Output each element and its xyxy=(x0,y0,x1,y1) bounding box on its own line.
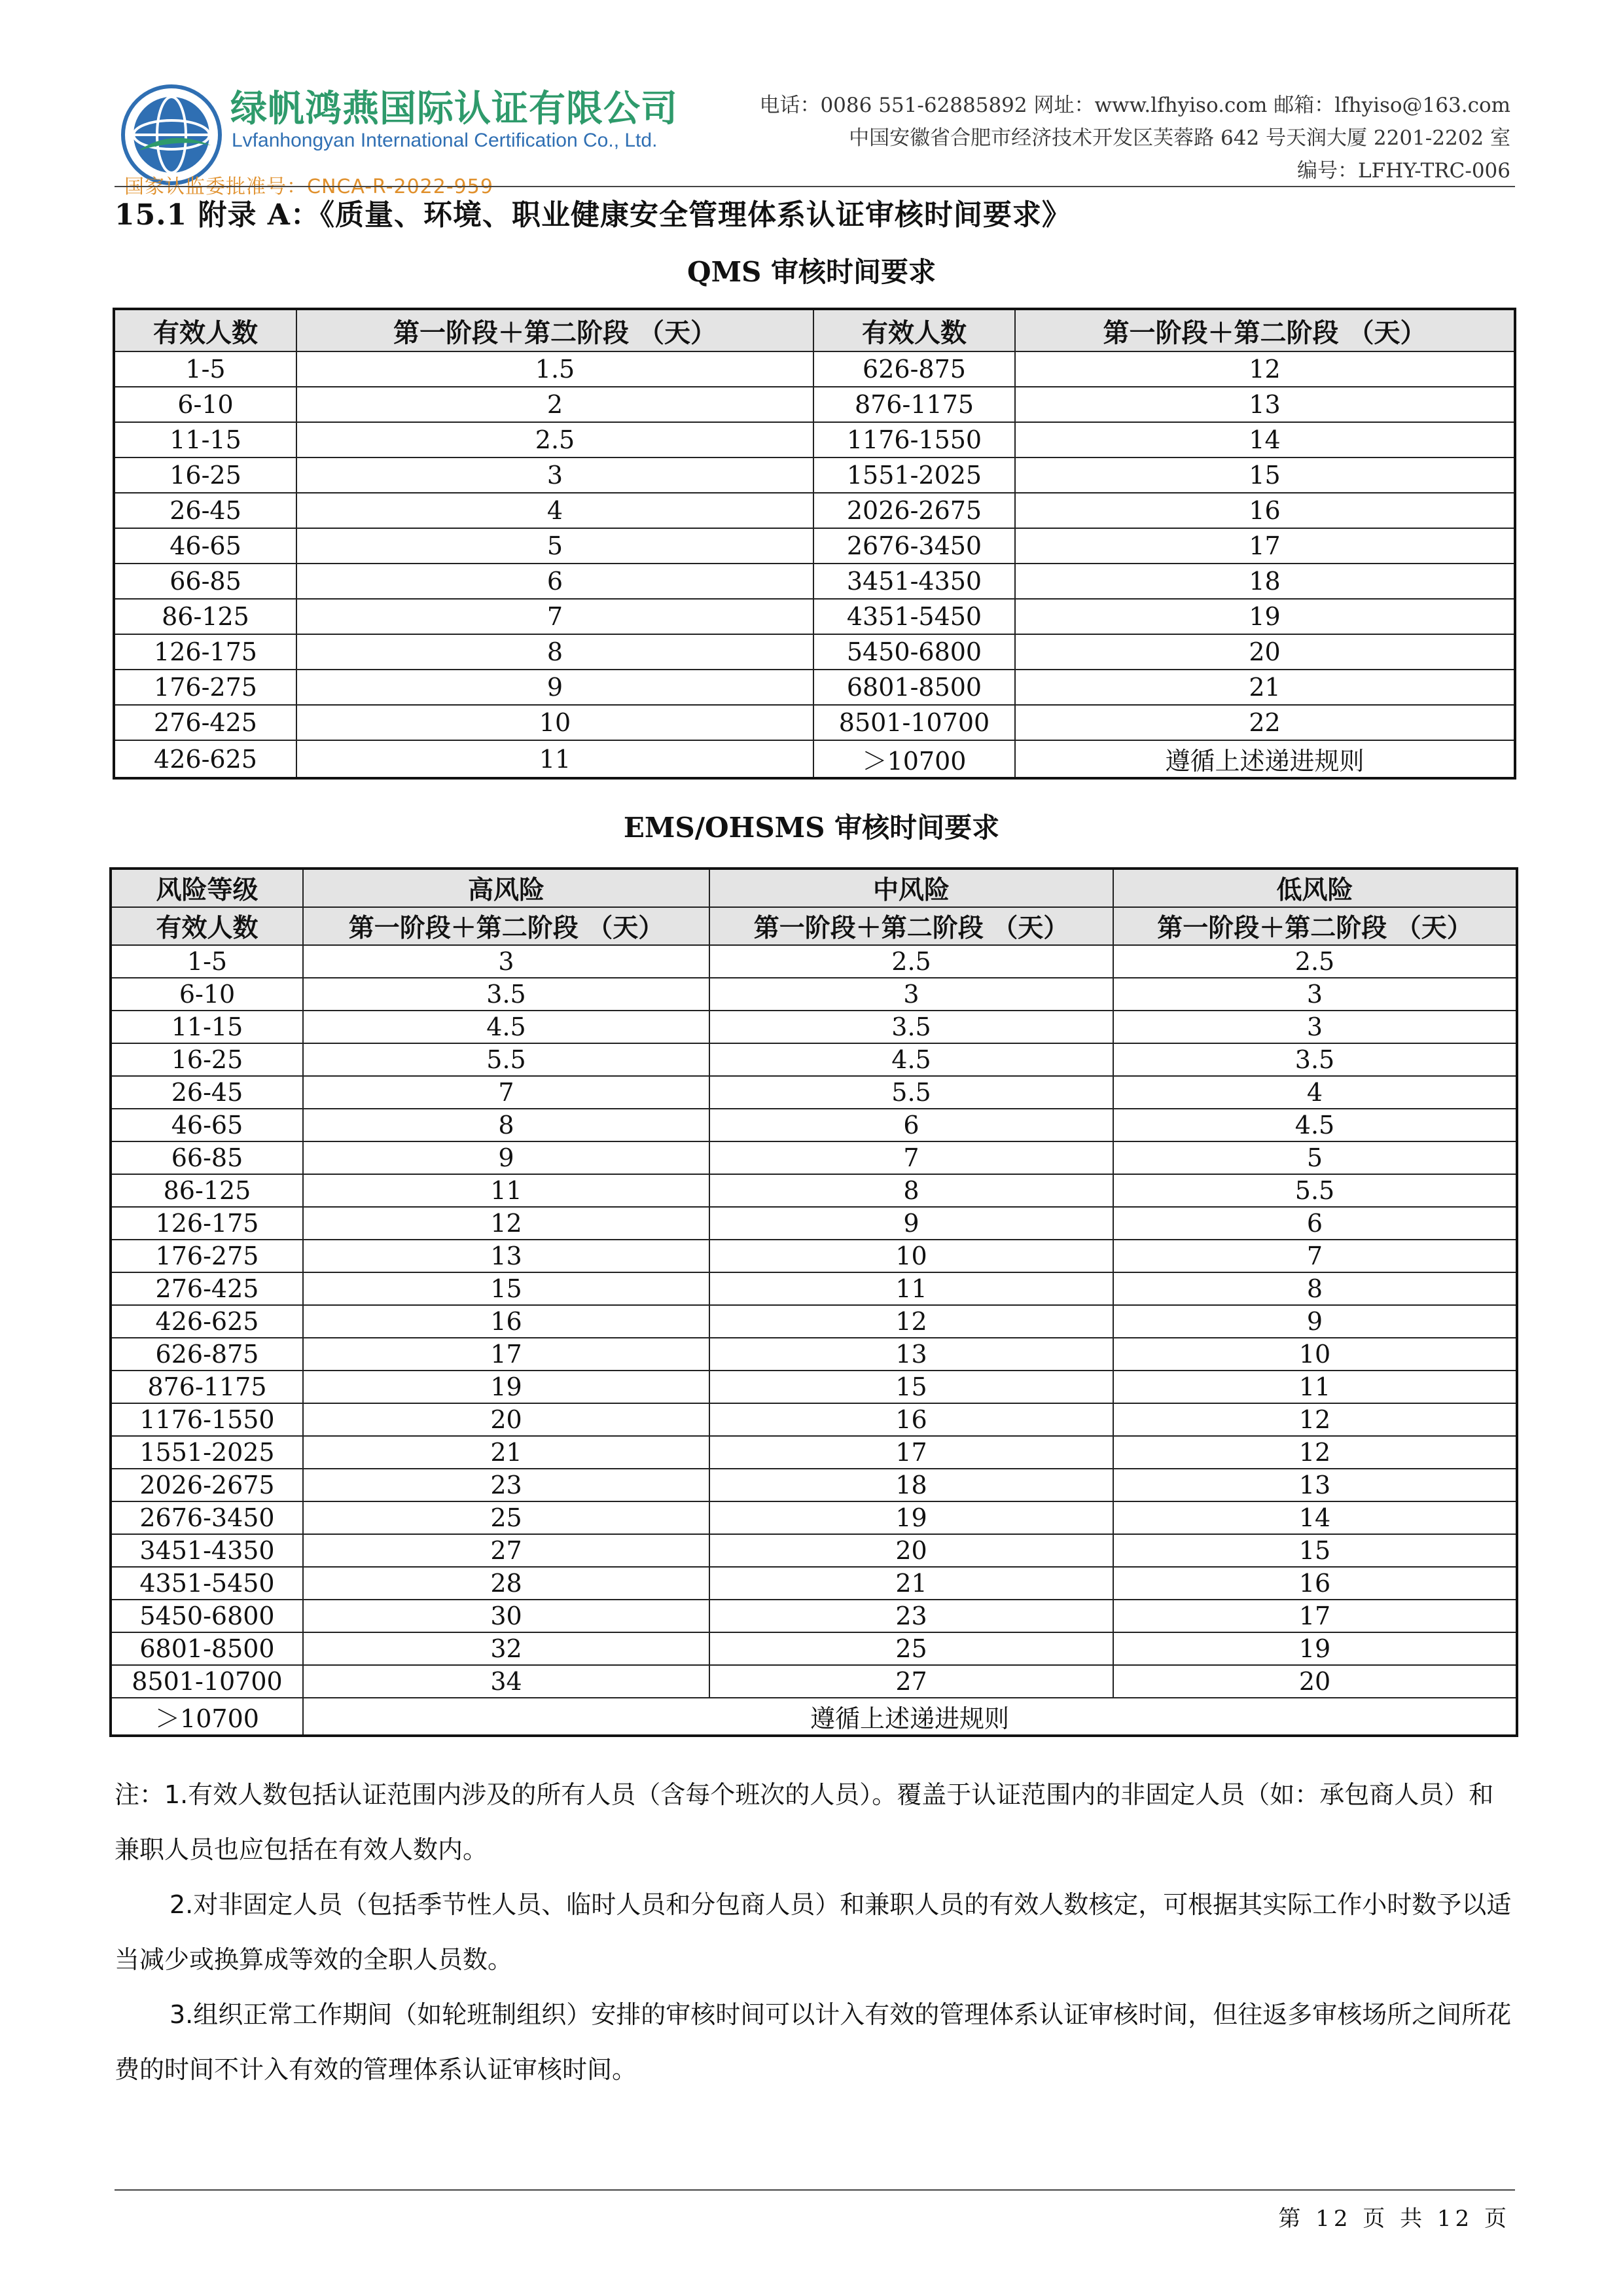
table-cell: 1176-1550 xyxy=(813,422,1015,457)
table-cell: 26-45 xyxy=(114,493,296,528)
table-cell: 27 xyxy=(303,1534,709,1567)
table-cell: 32 xyxy=(303,1632,709,1665)
table-cell: 8 xyxy=(1113,1272,1517,1305)
table-cell: 8 xyxy=(709,1174,1113,1207)
table-row xyxy=(111,978,1517,1011)
table-cell: 3.5 xyxy=(709,1011,1113,1043)
table-cell: 12 xyxy=(1015,351,1515,387)
table-cell: 19 xyxy=(1015,599,1515,634)
table-cell: 11 xyxy=(709,1272,1113,1305)
page-number: 第 12 页 共 12 页 xyxy=(1278,2206,1510,2232)
table-cell: 1-5 xyxy=(114,351,296,387)
contact-line: 电话：0086 551-62885892 网址：www.lfhyiso.com 邮箱：lfhyiso@163.com xyxy=(759,94,1510,117)
ems-header-cell: 有效人数 xyxy=(111,907,303,945)
ems-header-cell: 风险等级 xyxy=(111,869,303,907)
table-row xyxy=(111,1665,1517,1698)
table-cell: 26-45 xyxy=(111,1076,303,1109)
note-3: 3.组织正常工作期间（如轮班制组织）安排的审核时间可以计入有效的管理体系认证审核时间，但往返多审核场所之间所花费的时间不计入有效的管理体系认证审核时间。 xyxy=(115,2000,1512,2084)
table-row xyxy=(111,1469,1517,1501)
table-cell: 2676-3450 xyxy=(813,528,1015,564)
table-cell: 14 xyxy=(1113,1501,1517,1534)
table-cell: 2026-2675 xyxy=(813,493,1015,528)
table-cell: 18 xyxy=(1015,564,1515,599)
table-cell: 11 xyxy=(303,1174,709,1207)
table-cell: 876-1175 xyxy=(813,387,1015,422)
header-divider xyxy=(115,186,1515,187)
table-cell: 16 xyxy=(1113,1567,1517,1600)
ems-header-cell: 低风险 xyxy=(1113,869,1517,907)
table-row xyxy=(114,457,1515,493)
table-cell: 17 xyxy=(1113,1600,1517,1632)
table-cell: 3451-4350 xyxy=(813,564,1015,599)
table-cell: 1551-2025 xyxy=(813,457,1015,493)
table-row xyxy=(111,1501,1517,1534)
table-cell: 12 xyxy=(709,1305,1113,1338)
table-cell: 86-125 xyxy=(114,599,296,634)
table-cell: 626-875 xyxy=(813,351,1015,387)
ems-header-cell: 第一阶段＋第二阶段 （天） xyxy=(1113,907,1517,945)
table-row xyxy=(111,1632,1517,1665)
table-cell: 8 xyxy=(303,1109,709,1141)
table-cell: 22 xyxy=(1015,705,1515,740)
table-cell: 4.5 xyxy=(709,1043,1113,1076)
table-cell: 13 xyxy=(303,1240,709,1272)
table-cell: 5.5 xyxy=(1113,1174,1517,1207)
table-cell: 16-25 xyxy=(111,1043,303,1076)
ems-header-cell: 第一阶段＋第二阶段 （天） xyxy=(709,907,1113,945)
table-cell: 7 xyxy=(709,1141,1113,1174)
table-cell: 1176-1550 xyxy=(111,1403,303,1436)
table-cell: 19 xyxy=(1113,1632,1517,1665)
ems-risk-header-row xyxy=(111,869,1517,907)
table-cell: 10 xyxy=(709,1240,1113,1272)
table-cell: 2.5 xyxy=(709,945,1113,978)
table-cell: 426-625 xyxy=(114,740,296,778)
table-cell: 126-175 xyxy=(114,634,296,670)
table-cell: 16 xyxy=(303,1305,709,1338)
table-cell: 9 xyxy=(1113,1305,1517,1338)
qms-header-row xyxy=(114,309,1515,351)
table-cell: 6801-8500 xyxy=(111,1632,303,1665)
table-row xyxy=(111,1567,1517,1600)
table-cell: 7 xyxy=(303,1076,709,1109)
table-row xyxy=(114,422,1515,457)
table-cell: 6 xyxy=(709,1109,1113,1141)
table-cell: 16-25 xyxy=(114,457,296,493)
table-cell: 4 xyxy=(1113,1076,1517,1109)
table-cell: ＞10700 xyxy=(111,1698,303,1736)
table-row xyxy=(111,1338,1517,1371)
table-cell: 10 xyxy=(296,705,813,740)
table-cell: 30 xyxy=(303,1600,709,1632)
table-cell: 6-10 xyxy=(111,978,303,1011)
table-cell: 3451-4350 xyxy=(111,1534,303,1567)
table-cell: 9 xyxy=(709,1207,1113,1240)
table-cell: 20 xyxy=(1015,634,1515,670)
table-row xyxy=(114,634,1515,670)
table-cell: 126-175 xyxy=(111,1207,303,1240)
table-row xyxy=(111,1272,1517,1305)
table-cell: 11 xyxy=(296,740,813,778)
table-cell: 4 xyxy=(296,493,813,528)
table-cell: 3 xyxy=(1113,1011,1517,1043)
table-cell: 15 xyxy=(303,1272,709,1305)
table-cell: 11-15 xyxy=(111,1011,303,1043)
table-cell: 5450-6800 xyxy=(111,1600,303,1632)
table-cell: 15 xyxy=(1113,1534,1517,1567)
table-cell: 46-65 xyxy=(114,528,296,564)
table-cell: 20 xyxy=(709,1534,1113,1567)
table-cell: 2 xyxy=(296,387,813,422)
table-cell: 4.5 xyxy=(1113,1109,1517,1141)
table-cell: 9 xyxy=(303,1141,709,1174)
table-cell: 6-10 xyxy=(114,387,296,422)
footer-divider xyxy=(115,2189,1515,2191)
table-row xyxy=(111,1305,1517,1338)
table-cell: 21 xyxy=(1015,670,1515,705)
notes-block xyxy=(115,1767,1515,2097)
section-title: 15.1 附录 A：《质量、环境、职业健康安全管理体系认证审核时间要求》 xyxy=(115,198,1071,232)
table-cell: 19 xyxy=(709,1501,1113,1534)
table-row xyxy=(114,528,1515,564)
table-cell: 20 xyxy=(1113,1665,1517,1698)
table-cell: 27 xyxy=(709,1665,1113,1698)
table-cell: 20 xyxy=(303,1403,709,1436)
table-cell: 5450-6800 xyxy=(813,634,1015,670)
table-row xyxy=(114,705,1515,740)
table-cell: 5.5 xyxy=(709,1076,1113,1109)
table-cell: 66-85 xyxy=(114,564,296,599)
table-cell: 21 xyxy=(709,1567,1113,1600)
table-cell: 19 xyxy=(303,1371,709,1403)
table-row xyxy=(114,670,1515,705)
table-cell: 6801-8500 xyxy=(813,670,1015,705)
table-cell: 25 xyxy=(303,1501,709,1534)
table-cell: 18 xyxy=(709,1469,1113,1501)
ems-stage-header-row xyxy=(111,907,1517,945)
table-cell: 3 xyxy=(296,457,813,493)
table-row xyxy=(111,1043,1517,1076)
table-cell: 5 xyxy=(1113,1141,1517,1174)
table-row xyxy=(111,1371,1517,1403)
table-cell: 6 xyxy=(296,564,813,599)
table-cell: ＞10700 xyxy=(813,740,1015,778)
table-row xyxy=(111,1174,1517,1207)
table-row xyxy=(111,1698,1517,1736)
table-cell: 3 xyxy=(303,945,709,978)
qms-header-cell: 第一阶段＋第二阶段 （天） xyxy=(1015,309,1515,351)
table-cell: 21 xyxy=(303,1436,709,1469)
table-cell: 7 xyxy=(296,599,813,634)
table-cell: 12 xyxy=(303,1207,709,1240)
table-cell: 2676-3450 xyxy=(111,1501,303,1534)
table-row xyxy=(111,1109,1517,1141)
table-cell: 25 xyxy=(709,1632,1113,1665)
qms-table-title: QMS 审核时间要求 xyxy=(687,256,936,288)
table-cell: 13 xyxy=(1015,387,1515,422)
table-cell: 626-875 xyxy=(111,1338,303,1371)
table-cell: 4351-5450 xyxy=(813,599,1015,634)
document-code: 编号：LFHY-TRC-006 xyxy=(1297,159,1510,183)
company-logo xyxy=(119,77,678,208)
table-cell: 2.5 xyxy=(1113,945,1517,978)
table-cell: 12 xyxy=(1113,1403,1517,1436)
table-cell: 7 xyxy=(1113,1240,1517,1272)
table-row xyxy=(114,493,1515,528)
table-cell: 46-65 xyxy=(111,1109,303,1141)
table-cell: 15 xyxy=(709,1371,1113,1403)
note-1: 注：1.有效人数包括认证范围内涉及的所有人员（含每个班次的人员）。覆盖于认证范围内的非固定人员（如：承包商人员）和兼职人员也应包括在有效人数内。 xyxy=(115,1780,1494,1864)
table-cell: 遵循上述递进规则 xyxy=(303,1698,1517,1736)
table-cell: 3 xyxy=(709,978,1113,1011)
table-cell: 15 xyxy=(1015,457,1515,493)
table-cell: 3.5 xyxy=(303,978,709,1011)
table-cell: 16 xyxy=(709,1403,1113,1436)
table-cell: 3 xyxy=(1113,978,1517,1011)
table-row xyxy=(114,564,1515,599)
table-cell: 10 xyxy=(1113,1338,1517,1371)
table-cell: 遵循上述递进规则 xyxy=(1015,740,1515,778)
table-cell: 1-5 xyxy=(111,945,303,978)
table-cell: 426-625 xyxy=(111,1305,303,1338)
table-row xyxy=(114,387,1515,422)
table-cell: 86-125 xyxy=(111,1174,303,1207)
company-name-cn: 绿帆鸿燕国际认证有限公司 xyxy=(230,88,678,130)
table-cell: 8501-10700 xyxy=(111,1665,303,1698)
table-cell: 14 xyxy=(1015,422,1515,457)
qms-header-cell: 有效人数 xyxy=(813,309,1015,351)
table-row xyxy=(111,1207,1517,1240)
qms-header-cell: 第一阶段＋第二阶段 （天） xyxy=(296,309,813,351)
table-cell: 2026-2675 xyxy=(111,1469,303,1501)
table-row xyxy=(111,1240,1517,1272)
header-contact-block xyxy=(759,89,1510,187)
table-cell: 17 xyxy=(303,1338,709,1371)
ems-table xyxy=(109,867,1518,1737)
table-cell: 13 xyxy=(1113,1469,1517,1501)
table-cell: 8 xyxy=(296,634,813,670)
table-cell: 1.5 xyxy=(296,351,813,387)
table-cell: 2.5 xyxy=(296,422,813,457)
table-cell: 17 xyxy=(1015,528,1515,564)
table-cell: 8501-10700 xyxy=(813,705,1015,740)
table-cell: 34 xyxy=(303,1665,709,1698)
table-row xyxy=(114,599,1515,634)
table-row xyxy=(114,351,1515,387)
table-cell: 1551-2025 xyxy=(111,1436,303,1469)
ems-header-cell: 高风险 xyxy=(303,869,709,907)
qms-header-cell: 有效人数 xyxy=(114,309,296,351)
table-row xyxy=(114,740,1515,778)
table-cell: 16 xyxy=(1015,493,1515,528)
table-cell: 23 xyxy=(709,1600,1113,1632)
table-row xyxy=(111,1600,1517,1632)
table-cell: 176-275 xyxy=(114,670,296,705)
table-cell: 11-15 xyxy=(114,422,296,457)
table-cell: 4.5 xyxy=(303,1011,709,1043)
table-cell: 23 xyxy=(303,1469,709,1501)
table-cell: 5 xyxy=(296,528,813,564)
table-row xyxy=(111,1141,1517,1174)
address-line: 中国安徽省合肥市经济技术开发区芙蓉路 642 号天润大厦 2201-2202 室 xyxy=(849,126,1510,150)
table-cell: 876-1175 xyxy=(111,1371,303,1403)
table-cell: 4351-5450 xyxy=(111,1567,303,1600)
company-name-en: Lvfanhongyan International Certification Co., Ltd. xyxy=(232,130,658,151)
table-cell: 276-425 xyxy=(111,1272,303,1305)
approval-number: 国家认监委批准号：CNCA-R-2022-959 xyxy=(124,175,493,198)
table-row xyxy=(111,1436,1517,1469)
table-cell: 66-85 xyxy=(111,1141,303,1174)
ems-header-cell: 中风险 xyxy=(709,869,1113,907)
table-row xyxy=(111,1534,1517,1567)
table-row xyxy=(111,1403,1517,1436)
table-cell: 28 xyxy=(303,1567,709,1600)
note-2: 2.对非固定人员（包括季节性人员、临时人员和分包商人员）和兼职人员的有效人数核定，可根据其实际工作小时数予以适当减少或换算成等效的全职人员数。 xyxy=(115,1890,1512,1974)
table-row xyxy=(111,945,1517,978)
ems-header-cell: 第一阶段＋第二阶段 （天） xyxy=(303,907,709,945)
table-cell: 17 xyxy=(709,1436,1113,1469)
table-row xyxy=(111,1011,1517,1043)
table-cell: 176-275 xyxy=(111,1240,303,1272)
ems-table-title: EMS/OHSMS 审核时间要求 xyxy=(623,812,1000,844)
table-cell: 12 xyxy=(1113,1436,1517,1469)
table-cell: 13 xyxy=(709,1338,1113,1371)
table-cell: 6 xyxy=(1113,1207,1517,1240)
table-cell: 276-425 xyxy=(114,705,296,740)
qms-table xyxy=(113,308,1516,780)
table-cell: 3.5 xyxy=(1113,1043,1517,1076)
table-cell: 5.5 xyxy=(303,1043,709,1076)
table-cell: 11 xyxy=(1113,1371,1517,1403)
table-row xyxy=(111,1076,1517,1109)
table-cell: 9 xyxy=(296,670,813,705)
